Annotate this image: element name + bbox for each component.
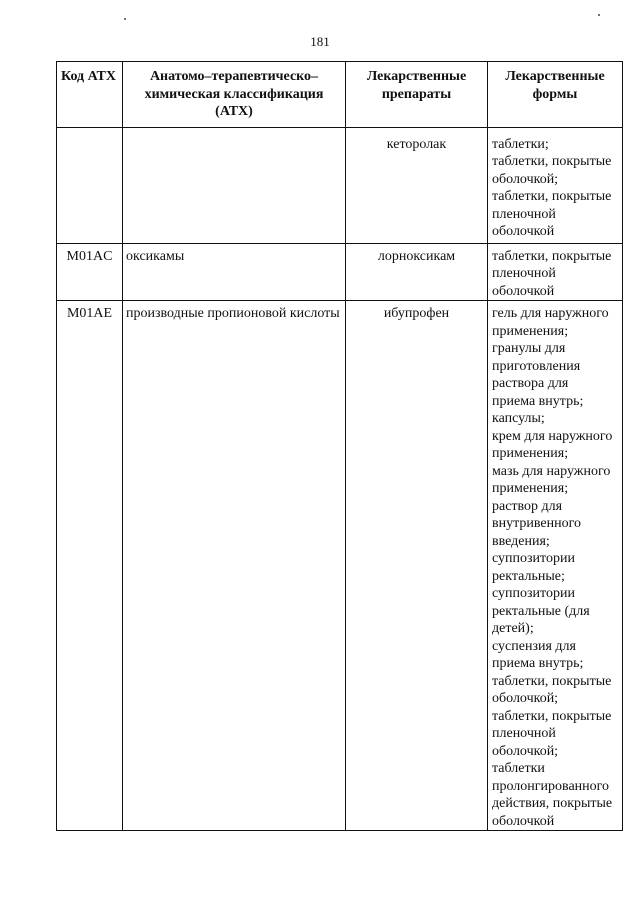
table-row	[57, 127, 623, 243]
form-line: введения;	[492, 533, 550, 549]
atc-code-cell: M01AC	[57, 243, 123, 301]
form-line: оболочкой;	[492, 743, 559, 759]
drug-cell: ибупрофен	[346, 301, 488, 831]
form-line: мазь для наружного	[492, 463, 611, 479]
form-line: детей);	[492, 621, 534, 636]
form-line: пленочной	[492, 266, 556, 281]
form-line: таблетки;	[492, 136, 549, 152]
form-line: пролонгированного	[492, 778, 610, 794]
form-line: капсулы;	[492, 411, 545, 426]
forms-cell	[488, 127, 623, 243]
form-line: раствора для	[492, 376, 569, 391]
forms-cell	[488, 301, 623, 831]
form-line: крем для наружного	[492, 428, 613, 444]
form-line: таблетки, покрытые	[492, 154, 612, 169]
form-line: пленочной	[492, 206, 556, 222]
form-line: ректальные;	[492, 568, 565, 584]
scan-speck	[598, 14, 600, 16]
drug-cell: кеторолак	[346, 127, 488, 243]
table-header-row	[57, 62, 623, 128]
form-line: таблетки, покрытые	[492, 248, 612, 264]
form-line: суппозитории	[492, 551, 575, 566]
form-line: приготовления	[492, 358, 581, 374]
form-line: ректальные (для	[492, 603, 590, 619]
forms-cell	[488, 243, 623, 301]
header-classification: Анатомо–терапевтическо–химическая классификация (АТХ)	[123, 62, 346, 128]
form-line: суппозитории	[492, 586, 575, 601]
drug-cell: лорноксикам	[346, 243, 488, 301]
form-line: таблетки	[492, 761, 545, 776]
form-line: суспензия для	[492, 638, 576, 654]
form-line: оболочкой;	[492, 691, 559, 706]
header-atc-code: Код АТХ	[57, 62, 123, 128]
form-line: пленочной	[492, 726, 556, 741]
classification-cell	[123, 127, 346, 243]
form-line: применения;	[492, 446, 569, 461]
form-line: раствор для	[492, 498, 563, 514]
form-line: приема внутрь;	[492, 393, 584, 409]
scan-speck	[124, 18, 126, 20]
form-line: таблетки, покрытые	[492, 673, 612, 689]
form-line: применения;	[492, 323, 569, 339]
header-drugs: Лекарственные препараты	[346, 62, 488, 128]
form-line: внутривенного	[492, 516, 582, 531]
form-line: гранулы для	[492, 341, 566, 356]
form-line: действия, покрытые	[492, 796, 613, 811]
header-forms: Лекарственные формы	[488, 62, 623, 128]
page-number: 181	[310, 34, 330, 49]
form-line: таблетки, покрытые	[492, 189, 612, 204]
form-line: гель для наружного	[492, 306, 609, 321]
form-line: оболочкой;	[492, 171, 559, 187]
atc-code-cell: M01AE	[57, 301, 123, 831]
table-row	[57, 301, 623, 831]
classification-cell: производные пропионовой кислоты	[123, 301, 346, 831]
form-line: таблетки, покрытые	[492, 708, 612, 724]
form-line: оболочкой	[492, 813, 555, 829]
atc-table	[56, 61, 623, 831]
form-line: приема внутрь;	[492, 656, 584, 671]
form-line: оболочкой	[492, 283, 555, 299]
atc-code-cell	[57, 127, 123, 243]
form-line: применения;	[492, 481, 569, 496]
classification-cell: оксикамы	[123, 243, 346, 301]
form-line: оболочкой	[492, 224, 555, 239]
table-row	[57, 243, 623, 301]
